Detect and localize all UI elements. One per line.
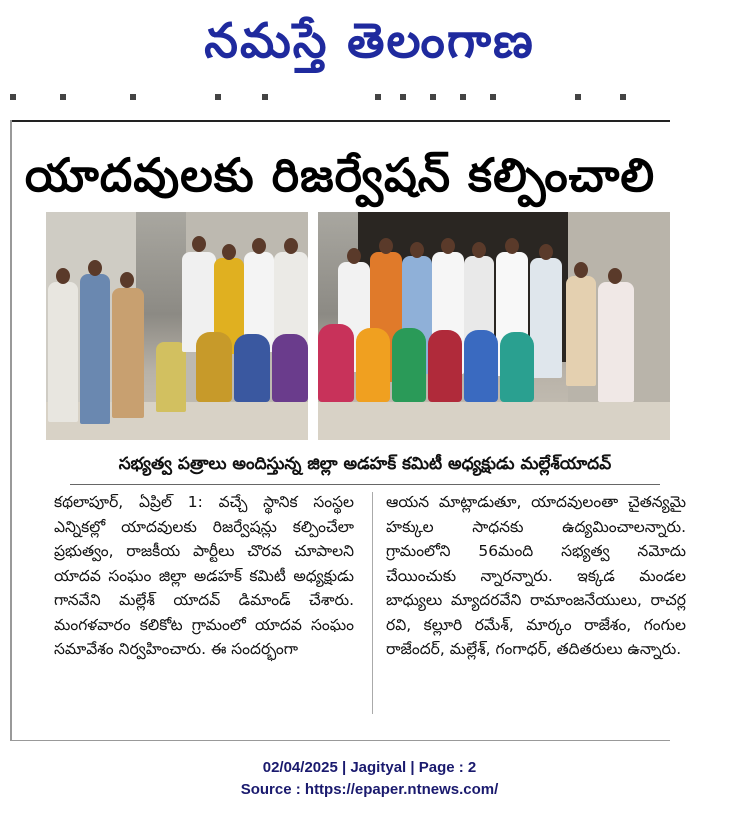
bottom-rule — [10, 740, 670, 741]
masthead-dateline-strip — [0, 94, 670, 104]
caption-rule — [70, 484, 660, 485]
article-headline: యాదవులకు రిజర్వేషన్ కల్పించాలి — [24, 148, 656, 202]
column-divider — [372, 492, 373, 714]
article-photo — [46, 212, 670, 440]
article-column-1 — [54, 490, 354, 662]
edition-info: 02/04/2025 | Jagityal | Page : 2 — [262, 759, 477, 776]
source-link[interactable]: Source : https://epaper.ntnews.com/ — [240, 781, 499, 798]
article-column-2 — [386, 490, 686, 662]
photo-right-panel — [318, 212, 670, 440]
left-rule — [10, 120, 12, 740]
masthead-title: నమస్తే తెలంగాణ — [204, 13, 535, 69]
article-body-text-1: కథలాపూర్, ఏప్రిల్ 1: వచ్చే స్థానిక సంస్థల ఎన్నికల్లో యాదవులకు రిజర్వేషన్లు కల్పించేలా ప్రభుత్వం, రాజకీయ పార్టీలు చొరవ చూపాలని యాదవ సంఘం జిల్లా అడహక్ కమిటీ అధ్యక్షుడు గానవేని మల్లేశ్ యాదవ్ డిమాండ్ చేశారు. మంగళవారం కలికోట గ్రామంలో యాదవ సంఘం సమావేశం నిర్వహించారు. ఈ సందర్భంగా — [54, 493, 354, 658]
top-rule — [10, 120, 670, 122]
photo-caption: సభ్యత్వ పత్రాలు అందిస్తున్న జిల్లా అడహక్ కమిటీ అధ్యక్షుడు మల్లేశ్‌యాదవ్ — [118, 454, 612, 474]
photo-left-panel — [46, 212, 308, 440]
article-body-text-2: ఆయన మాట్లాడుతూ, యాదవులంతా చైతన్యమై హక్కుల సాధనకు ఉద్యమించాలన్నారు. గ్రామంలోని 56మంది సభ్యత్వ నమోదు చేయించుకు న్నారన్నారు. ఇక్కడ మండల బాధ్యులు మ్యాదరవేని రామాంజనేయులు, రాచర్ల రవి, కల్లూరి రమేశ్, మార్కం రాజేశం, గంగుల రాజేందర్, మల్లేశ్, గంగాధర్, తదితరులు ఉన్నారు. — [386, 493, 686, 658]
